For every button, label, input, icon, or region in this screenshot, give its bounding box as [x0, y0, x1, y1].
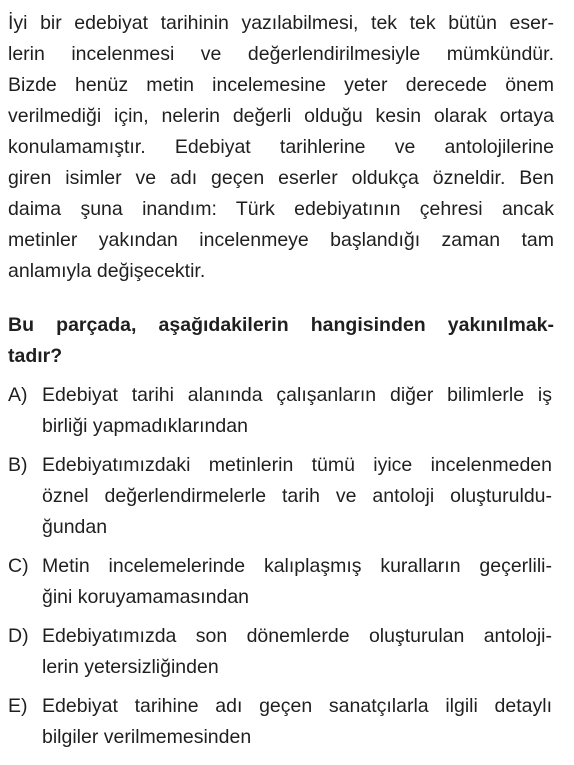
option-text-line: bilgiler verilmemesinden [42, 726, 252, 748]
option-text-line: öznel değerlendirmelerle tarih ve antoloji oluşturuldu- [42, 485, 552, 507]
option-letter: C) [8, 555, 29, 577]
option-letter: E) [8, 695, 28, 717]
option-letter: D) [8, 625, 29, 647]
option-text-line: lerin yetersizliğinden [42, 656, 219, 678]
passage-line: metinler yakından incelenmeye başlandığı zaman tam [8, 229, 554, 251]
option-text-line: Edebiyatımızda son dönemlerde oluşturulan antoloji- [42, 625, 552, 647]
passage-line: anlamıyla değişecektir. [8, 260, 206, 282]
option-text-line: Edebiyat tarihi alanında çalışanların diğer bilimlerle iş [42, 384, 552, 406]
passage-line: konulamamıştır. Edebiyat tarihlerine ve antolojilerine [8, 136, 554, 158]
option-text-line: ğini koruyamamasından [42, 586, 250, 608]
passage-line: İyi bir edebiyat tarihinin yazılabilmesi, tek tek bütün eser- [8, 12, 554, 34]
option-text-line: birliği yapmadıklarından [42, 415, 248, 437]
passage-line: lerin incelenmesi ve değerlendirilmesiyle mümkündür. [8, 43, 554, 65]
option-text-line: Edebiyatımızdaki metinlerin tümü iyice incelenmeden [42, 454, 552, 476]
option-letter: A) [8, 384, 28, 406]
option-letter: B) [8, 454, 28, 476]
question-line: tadır? [8, 345, 63, 367]
option-text-line: Edebiyat tarihine adı geçen sanatçılarla ilgili detaylı [42, 695, 552, 717]
option-text-line: ğundan [42, 516, 108, 538]
option-text-line: Metin incelemelerinde kalıplaşmış kuralların geçerlili- [42, 555, 552, 577]
question-line: Bu parçada, aşağıdakilerin hangisinden yakınılmak- [8, 314, 554, 336]
passage-line: giren isimler ve adı geçen eserler oldukça özneldir. Ben [8, 167, 554, 189]
passage-line: verilmediği için, nelerin değerli olduğu kesin olarak ortaya [8, 105, 554, 127]
passage-line: Bizde henüz metin incelemesine yeter derecede önem [8, 74, 554, 96]
passage-line: daima şuna inandım: Türk edebiyatının çehresi ancak [8, 198, 554, 220]
